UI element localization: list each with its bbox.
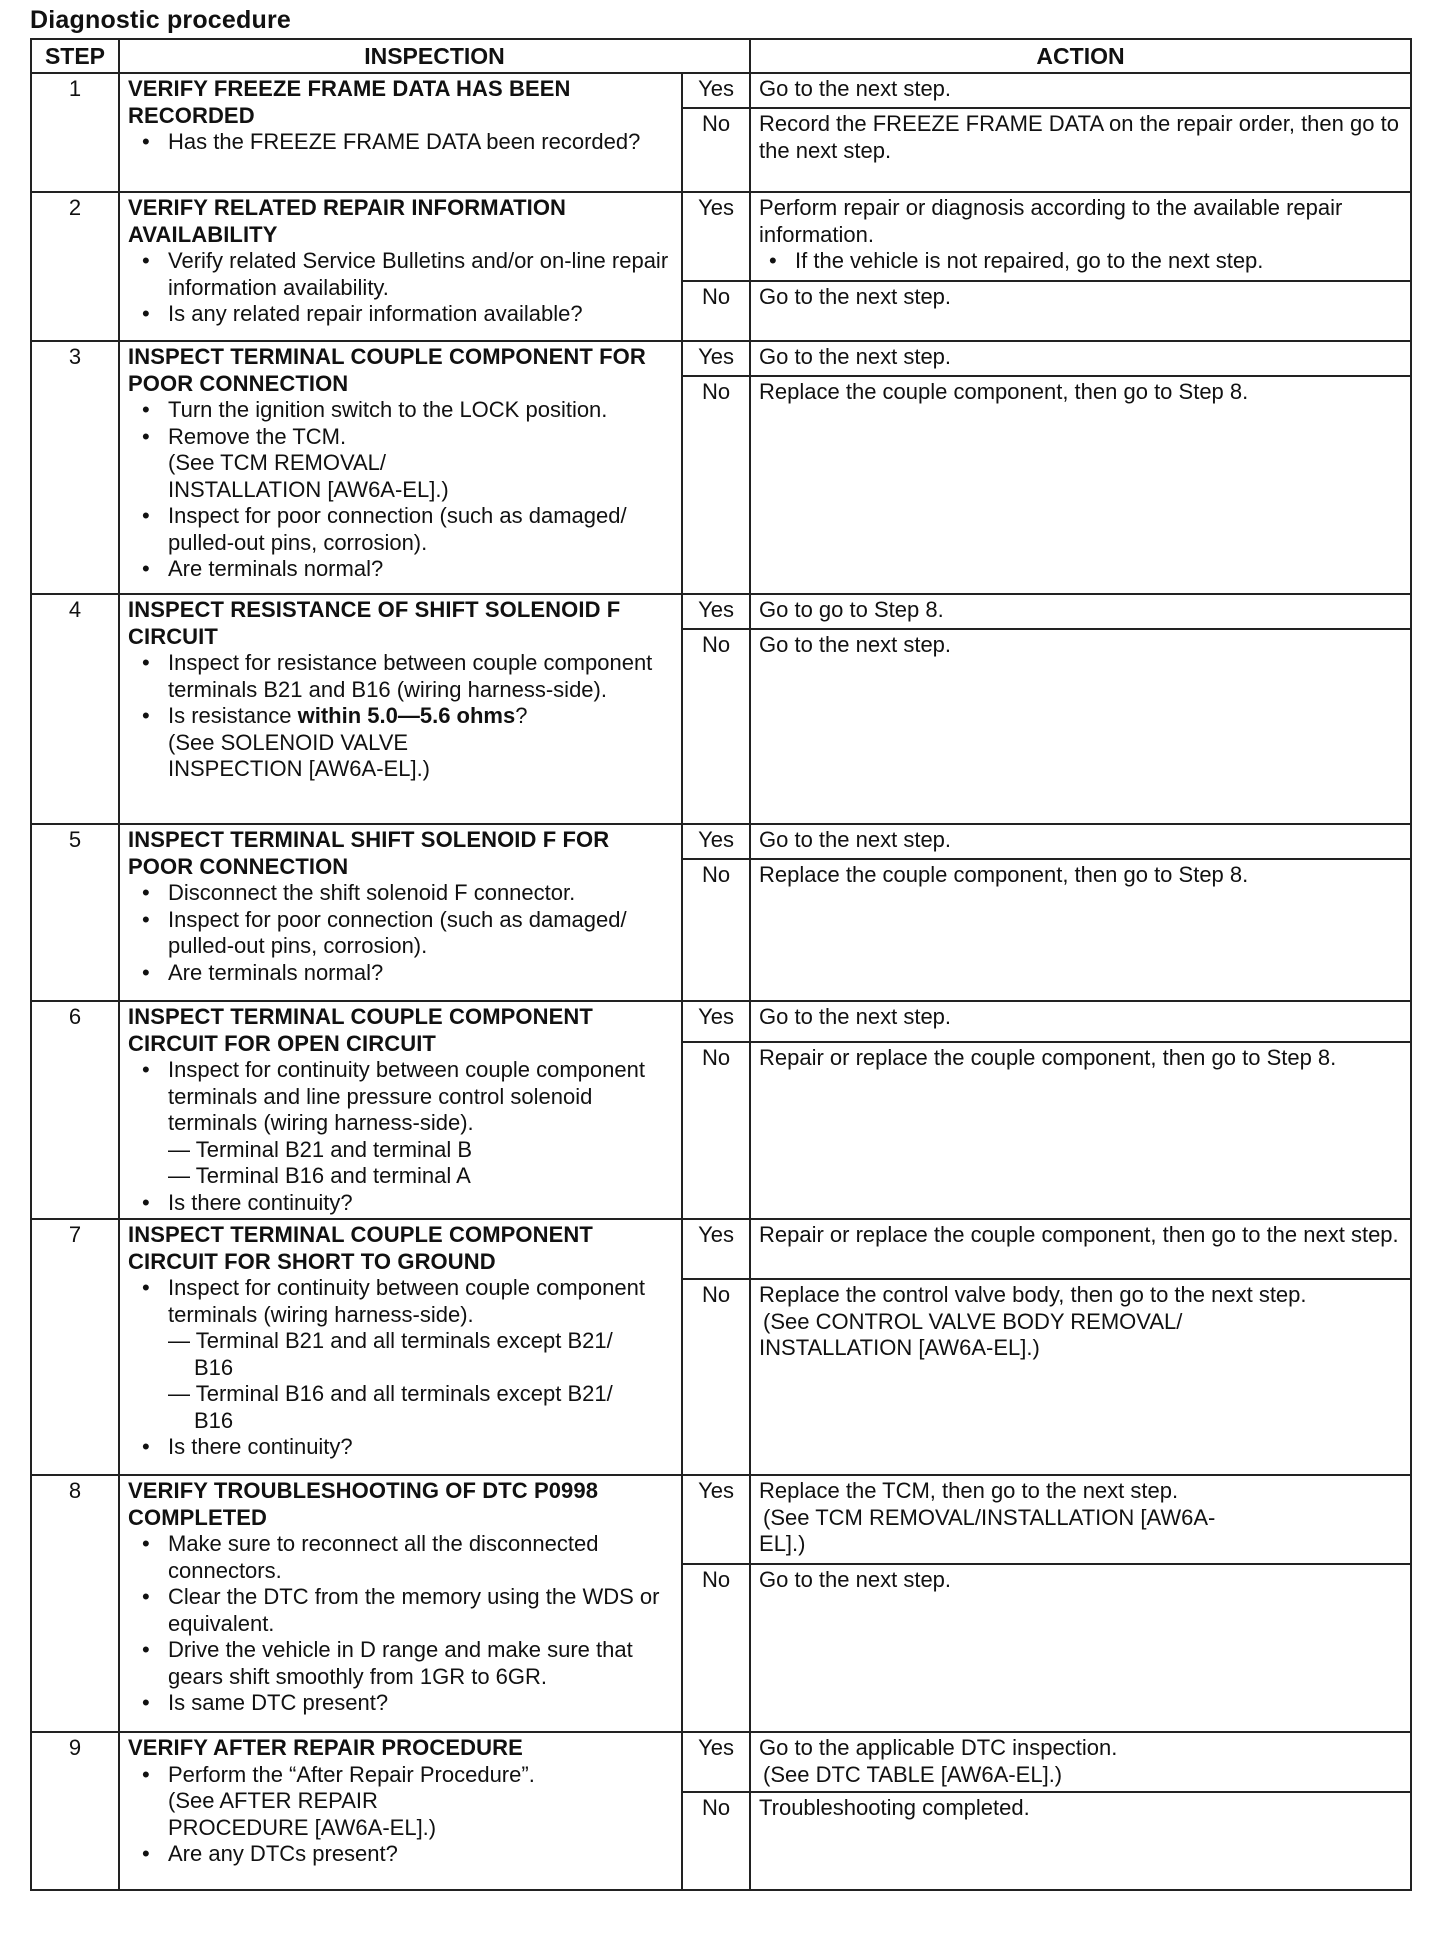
inspection-cell xyxy=(119,341,682,594)
yes-action: Go to the applicable DTC inspection. xyxy=(759,1735,1118,1760)
terminal-line: — Terminal B16 and terminal A xyxy=(168,1163,471,1188)
table-row xyxy=(31,1001,1411,1042)
inspection-bullet-text: • Remove the TCM. xyxy=(168,423,347,449)
no-action: Replace the control valve body, then go to the next step. xyxy=(759,1282,1307,1307)
step-number: 8 xyxy=(31,1475,119,1732)
terminal-line: — Terminal B21 and terminal B xyxy=(168,1136,473,1162)
no-action: Replace the couple component, then go to Step 8. xyxy=(750,859,1411,1001)
no-action: Go to the next step. xyxy=(750,281,1411,341)
inspection-title: VERIFY FREEZE FRAME DATA HAS BEEN RECORDED xyxy=(128,76,571,128)
inspection-cell xyxy=(119,1732,682,1890)
bullet-text: Is resistance xyxy=(168,703,298,728)
inspection-bullet: • Verify related Service Bulletins and/or on-line repair information availability. xyxy=(138,248,675,301)
reference-line: (See TCM REMOVAL/INSTALLATION [AW6A- xyxy=(763,1504,1216,1530)
step-number: 3 xyxy=(31,341,119,594)
no-action: Record the FREEZE FRAME DATA on the repair order, then go to the next step. xyxy=(750,108,1411,192)
no-action: Go to the next step. xyxy=(750,1564,1411,1732)
inspection-bullet-text: • Inspect for continuity between couple component terminals and line pressure control solenoid terminals (wiring harness-side). xyxy=(168,1057,645,1135)
inspection-bullet-with-sublist xyxy=(138,1057,675,1190)
reference-line: (See AFTER REPAIR xyxy=(168,1788,378,1813)
no-label: No xyxy=(682,376,750,594)
inspection-cell xyxy=(119,192,682,341)
reference-line: INSTALLATION [AW6A-EL].) xyxy=(168,476,449,502)
no-action-cell xyxy=(750,1279,1411,1475)
inspection-bullet-with-sublist xyxy=(138,1275,675,1434)
yes-action: Repair or replace the couple component, then go to the next step. xyxy=(750,1219,1411,1279)
reference-line: INSTALLATION [AW6A-EL].) xyxy=(759,1335,1040,1360)
section-title: Diagnostic procedure xyxy=(30,6,291,34)
inspection-bullet: • Is there continuity? xyxy=(138,1434,675,1461)
no-action: Go to the next step. xyxy=(750,629,1411,824)
inspection-bullet: • Drive the vehicle in D range and make sure that gears shift smoothly from 1GR to 6GR. xyxy=(138,1637,675,1690)
yes-label: Yes xyxy=(682,1732,750,1792)
reference-line: (See SOLENOID VALVE xyxy=(168,729,409,755)
yes-action-cell xyxy=(750,1475,1411,1564)
table-row xyxy=(31,1732,1411,1792)
yes-action: Go to the next step. xyxy=(750,1001,1411,1042)
no-label: No xyxy=(682,629,750,824)
inspection-bullet-text: • Inspect for continuity between couple component terminals (wiring harness-side). xyxy=(168,1275,645,1327)
inspection-cell xyxy=(119,1219,682,1475)
table-row xyxy=(31,192,1411,281)
yes-label: Yes xyxy=(682,1219,750,1279)
inspection-cell xyxy=(119,1475,682,1732)
inspection-cell xyxy=(119,594,682,824)
inspection-title: VERIFY TROUBLESHOOTING OF DTC P0998 COMPLETED xyxy=(128,1478,599,1530)
inspection-bullet: • Turn the ignition switch to the LOCK position. xyxy=(138,397,675,424)
yes-action: Perform repair or diagnosis according to the available repair information. xyxy=(759,195,1343,247)
yes-label: Yes xyxy=(682,594,750,629)
inspection-title: INSPECT TERMINAL SHIFT SOLENOID F FOR POOR CONNECTION xyxy=(128,827,610,879)
no-action: Troubleshooting completed. xyxy=(750,1792,1411,1890)
header-row xyxy=(31,39,1411,73)
inspection-bullet: • Has the FREEZE FRAME DATA been recorded? xyxy=(138,129,675,156)
terminal-line: — Terminal B16 and all terminals except B21/ xyxy=(168,1381,613,1406)
inspection-cell xyxy=(119,73,682,192)
inspection-title: INSPECT TERMINAL COUPLE COMPONENT FOR POOR CONNECTION xyxy=(128,344,646,396)
yes-label: Yes xyxy=(682,1001,750,1042)
inspection-title: INSPECT TERMINAL COUPLE COMPONENT CIRCUIT FOR SHORT TO GROUND xyxy=(128,1222,593,1274)
inspection-title: INSPECT TERMINAL COUPLE COMPONENT CIRCUIT FOR OPEN CIRCUIT xyxy=(128,1004,593,1056)
no-label: No xyxy=(682,108,750,192)
inspection-bullet: • Is any related repair information available? xyxy=(138,301,675,328)
table-row xyxy=(31,1475,1411,1564)
step-number: 2 xyxy=(31,192,119,341)
terminal-line: B16 xyxy=(194,1354,234,1380)
header-step: STEP xyxy=(31,39,119,73)
no-action: Repair or replace the couple component, then go to Step 8. xyxy=(750,1042,1411,1219)
reference-line: (See TCM REMOVAL/ xyxy=(168,450,387,475)
header-inspection: INSPECTION xyxy=(119,39,750,73)
yes-action-cell xyxy=(750,192,1411,281)
step-number: 7 xyxy=(31,1219,119,1475)
inspection-title: VERIFY AFTER REPAIR PROCEDURE xyxy=(128,1735,523,1760)
terminal-line: — Terminal B21 and all terminals except B21/ xyxy=(168,1328,613,1353)
inspection-bullet: • Inspect for resistance between couple component terminals B21 and B16 (wiring harness-side). xyxy=(138,650,675,703)
table-row xyxy=(31,824,1411,859)
inspection-bullet-with-ref xyxy=(138,703,675,783)
inspection-bullet-with-ref xyxy=(138,1762,675,1842)
inspection-bullet: • Make sure to reconnect all the disconnected connectors. xyxy=(138,1531,675,1584)
bullet-text: ? xyxy=(515,703,528,728)
yes-action-cell xyxy=(750,1732,1411,1792)
yes-action: Go to the next step. xyxy=(750,73,1411,108)
yes-action: Go to go to Step 8. xyxy=(750,594,1411,629)
inspection-bullet: • Are terminals normal? xyxy=(138,556,675,583)
no-label: No xyxy=(682,281,750,341)
inspection-cell xyxy=(119,1001,682,1219)
reference-line: INSPECTION [AW6A-EL].) xyxy=(168,756,431,781)
no-label: No xyxy=(682,859,750,1001)
inspection-bullet: • Inspect for poor connection (such as damaged/ pulled-out pins, corrosion). xyxy=(138,503,675,556)
yes-label: Yes xyxy=(682,824,750,859)
yes-label: Yes xyxy=(682,73,750,108)
bullet-bold-text: within 5.0—5.6 ohms xyxy=(297,703,516,728)
inspection-bullet: • Are any DTCs present? xyxy=(138,1841,675,1868)
step-number: 4 xyxy=(31,594,119,824)
reference-line: EL].) xyxy=(759,1531,806,1556)
diagnostic-table xyxy=(30,38,1412,1891)
reference-line: PROCEDURE [AW6A-EL].) xyxy=(168,1814,437,1840)
inspection-bullet: • Disconnect the shift solenoid F connector. xyxy=(138,880,675,907)
step-number: 1 xyxy=(31,73,119,192)
header-action: ACTION xyxy=(750,39,1411,73)
yes-label: Yes xyxy=(682,1475,750,1564)
no-label: No xyxy=(682,1279,750,1475)
yes-action: Replace the TCM, then go to the next step. xyxy=(759,1478,1179,1503)
inspection-bullet: • Are terminals normal? xyxy=(138,960,675,987)
step-number: 5 xyxy=(31,824,119,1001)
no-label: No xyxy=(682,1042,750,1219)
step-number: 9 xyxy=(31,1732,119,1890)
table-row xyxy=(31,1219,1411,1279)
yes-action: Go to the next step. xyxy=(750,824,1411,859)
table-row xyxy=(31,594,1411,629)
inspection-bullet: • Clear the DTC from the memory using the WDS or equivalent. xyxy=(138,1584,675,1637)
table-row xyxy=(31,341,1411,376)
inspection-bullet-with-ref xyxy=(138,424,675,504)
yes-label: Yes xyxy=(682,192,750,281)
yes-label: Yes xyxy=(682,341,750,376)
inspection-title: VERIFY RELATED REPAIR INFORMATION AVAILABILITY xyxy=(128,195,567,247)
inspection-bullet: • Is there continuity? xyxy=(138,1190,675,1217)
no-label: No xyxy=(682,1564,750,1732)
terminal-line: B16 xyxy=(194,1407,234,1433)
inspection-bullet: • Inspect for poor connection (such as damaged/ pulled-out pins, corrosion). xyxy=(138,907,675,960)
inspection-cell xyxy=(119,824,682,1001)
reference-line: (See CONTROL VALVE BODY REMOVAL/ xyxy=(763,1308,1183,1334)
inspection-title: INSPECT RESISTANCE OF SHIFT SOLENOID F CIRCUIT xyxy=(128,597,621,649)
yes-action: Go to the next step. xyxy=(750,341,1411,376)
yes-action-bullet: • If the vehicle is not repaired, go to the next step. xyxy=(763,248,1404,275)
no-label: No xyxy=(682,1792,750,1890)
inspection-bullet-text: • Perform the “After Repair Procedure”. xyxy=(168,1761,535,1787)
table-row xyxy=(31,73,1411,108)
step-number: 6 xyxy=(31,1001,119,1219)
reference-line: (See DTC TABLE [AW6A-EL].) xyxy=(763,1761,1063,1787)
no-action: Replace the couple component, then go to Step 8. xyxy=(750,376,1411,594)
inspection-bullet: • Is same DTC present? xyxy=(138,1690,675,1717)
